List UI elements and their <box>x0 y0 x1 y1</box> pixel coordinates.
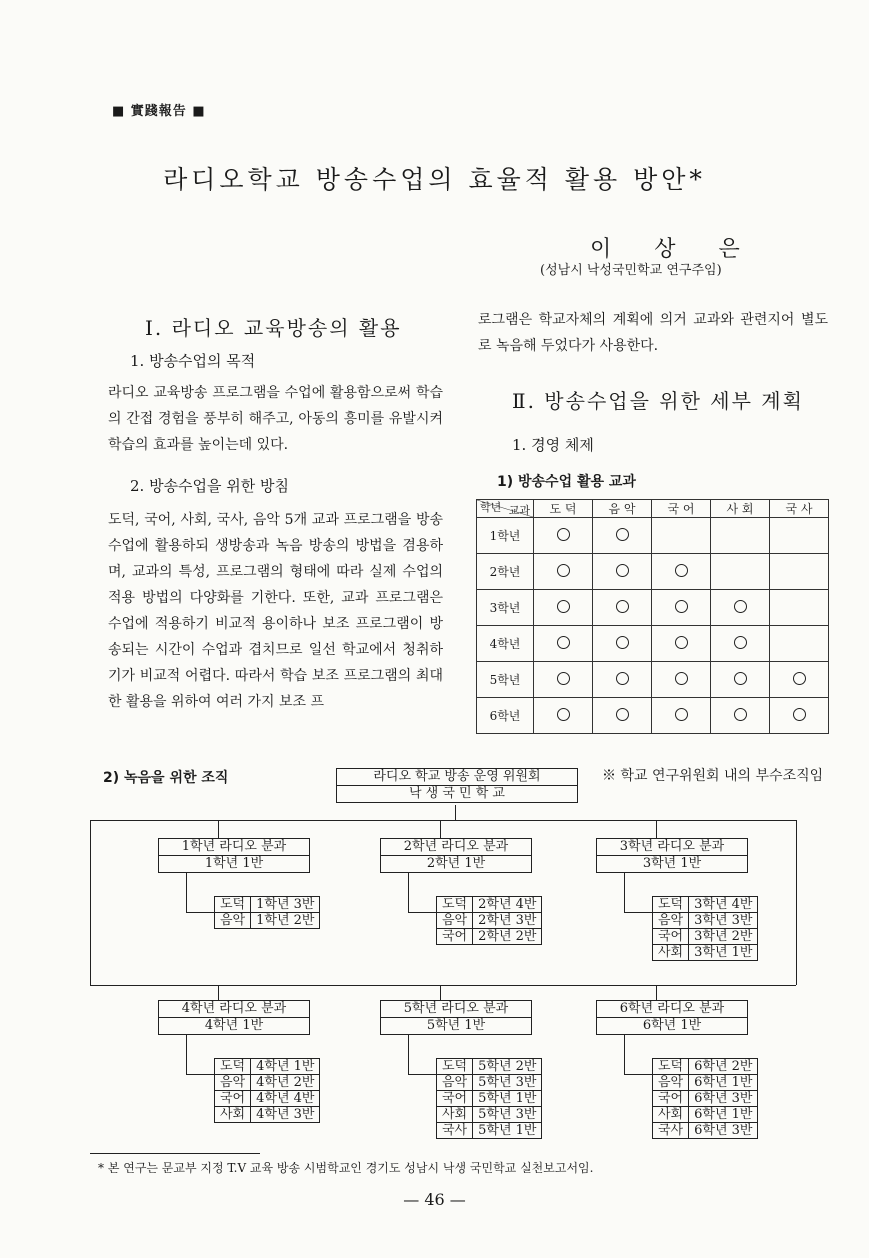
mark-cell <box>593 626 652 662</box>
sub-class: 4학년 1반 <box>251 1059 320 1075</box>
sub-class: 6학년 3반 <box>689 1091 758 1107</box>
mark-cell <box>652 590 711 626</box>
connector-line <box>186 1074 214 1075</box>
connector-line <box>408 1074 436 1075</box>
sub-subject: 사회 <box>653 1107 689 1123</box>
sub-class: 6학년 3반 <box>689 1123 758 1139</box>
branch-title: 2학년 라디오 분과 <box>381 839 531 856</box>
mark-cell <box>770 590 829 626</box>
mark-cell <box>770 554 829 590</box>
branch-box <box>158 838 310 873</box>
mark-cell <box>534 626 593 662</box>
sub-class: 1학년 3반 <box>251 897 320 913</box>
sub-row <box>653 1107 758 1123</box>
branch-box <box>596 1000 748 1035</box>
circle-mark-icon <box>557 564 570 577</box>
sub-class: 5학년 1반 <box>473 1123 542 1139</box>
sub-row <box>437 1091 542 1107</box>
mark-cell <box>711 662 770 698</box>
committee-name: 라디오 학교 방송 운영 위원회 <box>337 769 577 786</box>
connector-line <box>656 820 657 838</box>
sub-class: 3학년 3반 <box>689 913 758 929</box>
sub-subject: 사회 <box>437 1107 473 1123</box>
sub-row <box>215 1091 320 1107</box>
mark-cell <box>534 662 593 698</box>
page-number: — 46 — <box>403 1190 466 1209</box>
circle-mark-icon <box>557 600 570 613</box>
circle-mark-icon <box>616 564 629 577</box>
branch-box <box>596 838 748 873</box>
connector-line <box>90 820 796 821</box>
branch-lead: 5학년 1반 <box>426 1018 486 1033</box>
connector-line <box>186 912 214 913</box>
mark-cell <box>711 554 770 590</box>
subject-header: 도 덕 <box>534 500 593 518</box>
corner-subject-label: 교과 <box>508 504 530 517</box>
section1-sub2: 2. 방송수업을 위한 방침 <box>130 477 290 495</box>
sub-subject: 음악 <box>215 913 251 929</box>
table-corner-cell <box>477 500 534 518</box>
table-header-row <box>477 500 829 518</box>
branch-title: 3학년 라디오 분과 <box>597 839 747 856</box>
section2-sub1: 1. 경영 체제 <box>512 436 594 454</box>
branch-lead: 4학년 1반 <box>204 1018 264 1033</box>
sub-class: 6학년 2반 <box>689 1059 758 1075</box>
branch-lead: 6학년 1반 <box>642 1018 702 1033</box>
circle-mark-icon <box>793 708 806 721</box>
branch-lead: 3학년 1반 <box>642 856 702 871</box>
circle-mark-icon <box>734 672 747 685</box>
branch-title: 1학년 라디오 분과 <box>159 839 309 856</box>
mark-cell <box>534 554 593 590</box>
branch-sub-table <box>652 1058 758 1139</box>
connector-line <box>440 985 441 1000</box>
sub-class: 2학년 4반 <box>473 897 542 913</box>
table-caption: 1) 방송수업 활용 교과 <box>497 474 636 490</box>
mark-cell <box>652 626 711 662</box>
connector-line <box>408 912 436 913</box>
circle-mark-icon <box>675 564 688 577</box>
sub-row <box>437 913 542 929</box>
connector-line <box>440 820 441 838</box>
circle-mark-icon <box>734 636 747 649</box>
connector-line <box>186 1034 187 1074</box>
author-name: 이 상 은 <box>590 237 758 262</box>
sub-subject: 국어 <box>437 929 473 945</box>
circle-mark-icon <box>675 672 688 685</box>
sub-subject: 국어 <box>653 1091 689 1107</box>
org-top-box <box>336 768 578 803</box>
sub-subject: 음악 <box>437 1075 473 1091</box>
branch-sub-table <box>436 1058 542 1139</box>
mark-cell <box>593 554 652 590</box>
sub-row <box>653 929 758 945</box>
sub-subject: 도덕 <box>437 897 473 913</box>
article-title: 라디오학교 방송수업의 효율적 활용 방안* <box>163 165 706 194</box>
sub-subject: 음악 <box>215 1075 251 1091</box>
circle-mark-icon <box>616 708 629 721</box>
mark-cell <box>652 698 711 734</box>
mark-cell <box>534 518 593 554</box>
circle-mark-icon <box>675 600 688 613</box>
sub-class: 2학년 3반 <box>473 913 542 929</box>
mark-cell <box>593 518 652 554</box>
grade-cell: 6학년 <box>477 698 534 734</box>
table-row <box>477 698 829 734</box>
sub-subject: 국어 <box>215 1091 251 1107</box>
section1-heading: Ⅰ. 라디오 교육방송의 활용 <box>145 316 402 340</box>
mark-cell <box>652 554 711 590</box>
sub-row <box>653 945 758 961</box>
circle-mark-icon <box>557 528 570 541</box>
sub-row <box>437 897 542 913</box>
sub-class: 3학년 1반 <box>689 945 758 961</box>
sub-subject: 음악 <box>653 1075 689 1091</box>
connector-line <box>624 1074 652 1075</box>
circle-mark-icon <box>616 600 629 613</box>
mark-cell <box>593 698 652 734</box>
right-column-paragraph: 로그램은 학교자체의 계획에 의거 교과와 관련지어 별도로 녹음해 두었다가 사용한다. <box>478 312 828 354</box>
grade-cell: 1학년 <box>477 518 534 554</box>
sub-row <box>653 1059 758 1075</box>
org-caption: 2) 녹음을 위한 조직 <box>103 770 229 786</box>
sub-class: 5학년 2반 <box>473 1059 542 1075</box>
sub-row <box>437 1059 542 1075</box>
sub-class: 4학년 4반 <box>251 1091 320 1107</box>
table-row <box>477 554 829 590</box>
mark-cell <box>652 518 711 554</box>
subject-header: 사 회 <box>711 500 770 518</box>
sub-class: 5학년 1반 <box>473 1091 542 1107</box>
mark-cell <box>711 698 770 734</box>
mark-cell <box>593 590 652 626</box>
sub-row <box>653 1075 758 1091</box>
connector-line <box>624 1034 625 1074</box>
connector-line <box>218 820 219 838</box>
sub-class: 6학년 1반 <box>689 1075 758 1091</box>
subject-header: 국 어 <box>652 500 711 518</box>
sub-row <box>437 929 542 945</box>
branch-lead: 2학년 1반 <box>426 856 486 871</box>
connector-line <box>90 820 91 985</box>
connector-line <box>656 985 657 1000</box>
circle-mark-icon <box>734 600 747 613</box>
author-affiliation: (성남시 낙성국민학교 연구주임) <box>540 263 722 278</box>
mark-cell <box>534 698 593 734</box>
circle-mark-icon <box>557 636 570 649</box>
mark-cell <box>593 662 652 698</box>
sub-subject: 사회 <box>215 1107 251 1123</box>
mark-cell <box>770 662 829 698</box>
mark-cell <box>711 590 770 626</box>
branch-title: 6학년 라디오 분과 <box>597 1001 747 1018</box>
branch-box <box>380 1000 532 1035</box>
connector-line <box>90 985 796 986</box>
section2-heading: Ⅱ. 방송수업을 위한 세부 계획 <box>512 389 804 413</box>
grade-cell: 4학년 <box>477 626 534 662</box>
section1-sub1: 1. 방송수업의 목적 <box>130 352 256 370</box>
mark-cell <box>711 626 770 662</box>
sub-row <box>653 1123 758 1139</box>
section1-paragraph2: 도덕, 국어, 사회, 국사, 음악 5개 교과 프로그램을 방송수업에 활용하되 생방송과 녹음 방송의 방법을 겸용하며, 교과의 특성, 프로그램의 형태에 따라 실제 수업의 적용 방법의 다양화를 기한다. 또한, 교과 프로그램은 수업에 적용하기 비교적 용이하나 보조 프로그램이 방송되는 시간이 수업과 겹치므로 일선 학교에서 청취하기가 비교적 어렵다. 따라서 학습 보조 프로그램의 최대한 활용을 위하여 여러 가지 보조 프 <box>108 512 443 710</box>
footnote-rule <box>90 1153 260 1154</box>
sub-row <box>437 1107 542 1123</box>
circle-mark-icon <box>675 708 688 721</box>
section-tag: ■ 實踐報告 ■ <box>112 104 206 119</box>
subject-grade-table <box>476 499 829 734</box>
sub-class: 4학년 2반 <box>251 1075 320 1091</box>
branch-sub-table <box>214 1058 320 1123</box>
mark-cell <box>770 626 829 662</box>
connector-line <box>624 872 625 912</box>
sub-row <box>653 897 758 913</box>
circle-mark-icon <box>616 636 629 649</box>
mark-cell <box>770 518 829 554</box>
sub-subject: 국어 <box>653 929 689 945</box>
branch-sub-table <box>214 896 320 929</box>
circle-mark-icon <box>557 708 570 721</box>
footnote: * 본 연구는 문교부 지정 T.V 교육 방송 시범학교인 경기도 성남시 낙생 국민학교 실천보고서임. <box>98 1161 594 1175</box>
sub-row <box>215 1075 320 1091</box>
sub-subject: 국사 <box>437 1123 473 1139</box>
connector-line <box>218 985 219 1000</box>
school-name: 낙 생 국 민 학 교 <box>408 786 505 801</box>
section1-paragraph1: 라디오 교육방송 프로그램을 수업에 활용함으로써 학습의 간접 경험을 풍부히 해주고, 아동의 흥미를 유발시켜 학습의 효과를 높이는데 있다. <box>108 385 443 453</box>
sub-class: 2학년 2반 <box>473 929 542 945</box>
sub-subject: 국사 <box>653 1123 689 1139</box>
mark-cell <box>534 590 593 626</box>
sub-class: 1학년 2반 <box>251 913 320 929</box>
grade-cell: 5학년 <box>477 662 534 698</box>
branch-title: 5학년 라디오 분과 <box>381 1001 531 1018</box>
table-row <box>477 590 829 626</box>
sub-subject: 음악 <box>653 913 689 929</box>
sub-subject: 사회 <box>653 945 689 961</box>
circle-mark-icon <box>616 672 629 685</box>
mark-cell <box>652 662 711 698</box>
org-note: ※ 학교 연구위원회 내의 부수조직임 <box>602 768 824 784</box>
grade-cell: 2학년 <box>477 554 534 590</box>
table-row <box>477 518 829 554</box>
corner-grade-label: 학년 <box>480 501 502 514</box>
sub-row <box>653 1091 758 1107</box>
circle-mark-icon <box>616 528 629 541</box>
connector-line <box>408 1034 409 1074</box>
branch-box <box>380 838 532 873</box>
sub-row <box>437 1123 542 1139</box>
subject-header: 음 악 <box>593 500 652 518</box>
sub-class: 5학년 3반 <box>473 1107 542 1123</box>
sub-class: 5학년 3반 <box>473 1075 542 1091</box>
circle-mark-icon <box>557 672 570 685</box>
sub-subject: 음악 <box>437 913 473 929</box>
sub-subject: 도덕 <box>653 1059 689 1075</box>
sub-row <box>215 913 320 929</box>
sub-class: 3학년 2반 <box>689 929 758 945</box>
sub-class: 3학년 4반 <box>689 897 758 913</box>
branch-title: 4학년 라디오 분과 <box>159 1001 309 1018</box>
connector-line <box>624 912 652 913</box>
branch-box <box>158 1000 310 1035</box>
sub-row <box>215 1107 320 1123</box>
sub-row <box>215 897 320 913</box>
sub-subject: 도덕 <box>215 1059 251 1075</box>
sub-row <box>437 1075 542 1091</box>
sub-row <box>653 913 758 929</box>
table-row <box>477 626 829 662</box>
sub-row <box>215 1059 320 1075</box>
circle-mark-icon <box>793 672 806 685</box>
branch-sub-table <box>436 896 542 945</box>
connector-line <box>455 805 456 820</box>
sub-subject: 도덕 <box>653 897 689 913</box>
sub-class: 4학년 3반 <box>251 1107 320 1123</box>
connector-line <box>796 820 797 985</box>
branch-lead: 1학년 1반 <box>204 856 264 871</box>
branch-sub-table <box>652 896 758 961</box>
sub-subject: 도덕 <box>437 1059 473 1075</box>
sub-subject: 국어 <box>437 1091 473 1107</box>
connector-line <box>186 872 187 912</box>
mark-cell <box>770 698 829 734</box>
connector-line <box>408 872 409 912</box>
subject-header: 국 사 <box>770 500 829 518</box>
circle-mark-icon <box>734 708 747 721</box>
sub-class: 6학년 1반 <box>689 1107 758 1123</box>
grade-cell: 3학년 <box>477 590 534 626</box>
sub-subject: 도덕 <box>215 897 251 913</box>
mark-cell <box>711 518 770 554</box>
circle-mark-icon <box>675 636 688 649</box>
table-row <box>477 662 829 698</box>
